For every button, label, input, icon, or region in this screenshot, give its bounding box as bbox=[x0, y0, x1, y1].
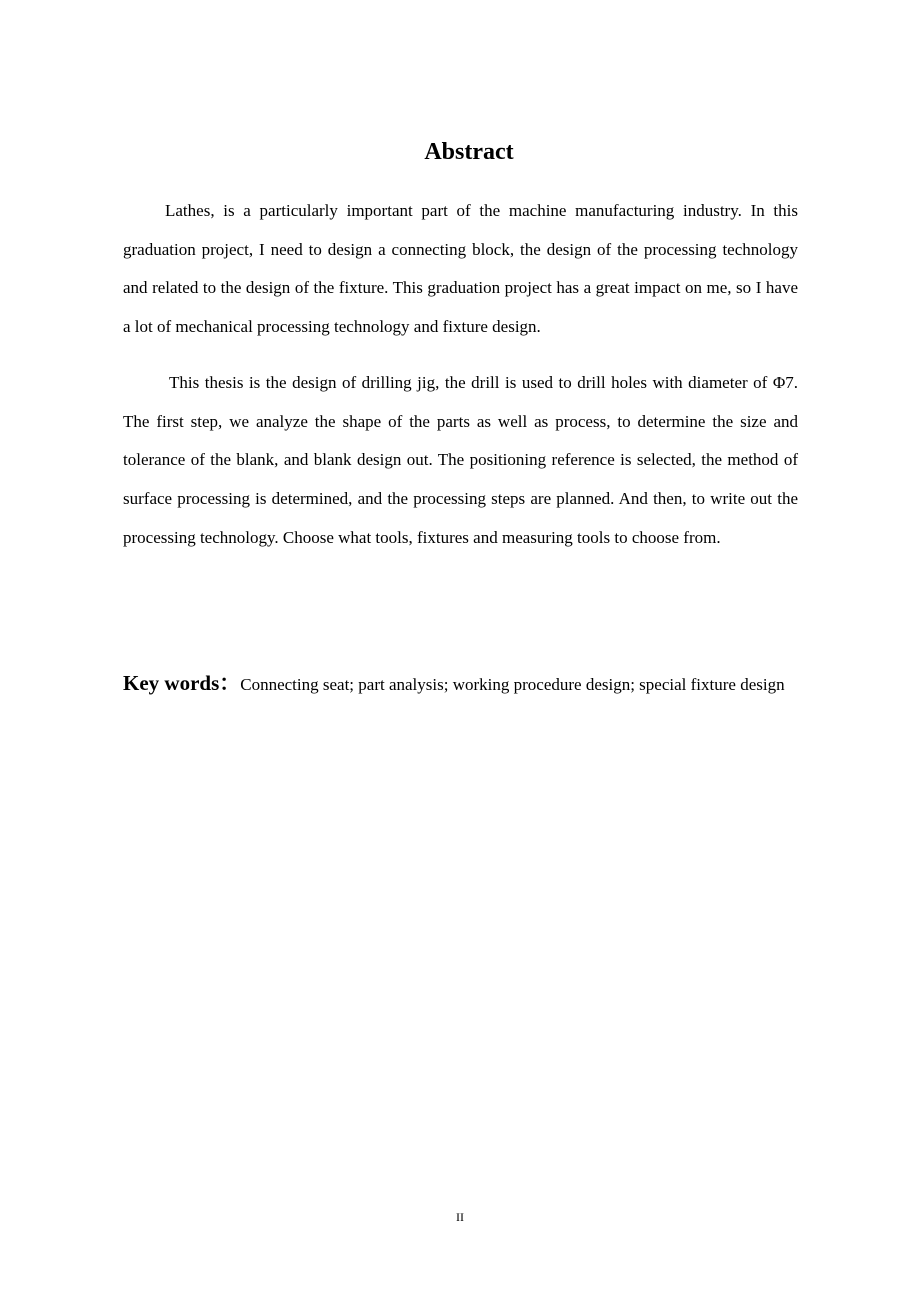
keywords-label: Key words： bbox=[123, 671, 241, 695]
abstract-paragraph-1: Lathes, is a particularly important part of the machine manufacturing industry. In this graduation project, I need to design a connecting block, the design of the processing technology and related to the design of the fixture. This graduation project has a great impact on me, so I have a lot of mechanical processing technology and fixture design. bbox=[123, 201, 798, 337]
page-number: II bbox=[456, 1210, 464, 1224]
keywords-text: Connecting seat; part analysis; working procedure design; special fixture design bbox=[240, 675, 785, 694]
page-title: Abstract bbox=[424, 139, 514, 165]
keywords-section bbox=[123, 666, 813, 702]
abstract-paragraph-2: This thesis is the design of drilling jig, the drill is used to drill holes with diameter of Φ7. The first step, we analyze the shape of the parts as well as process, to determine the size and tolerance of the blank, and blank design out. The positioning reference is selected, the method of surface processing is determined, and the processing steps are planned. And then, to write out the processing technology. Choose what tools, fixtures and measuring tools to choose from. bbox=[123, 373, 798, 547]
